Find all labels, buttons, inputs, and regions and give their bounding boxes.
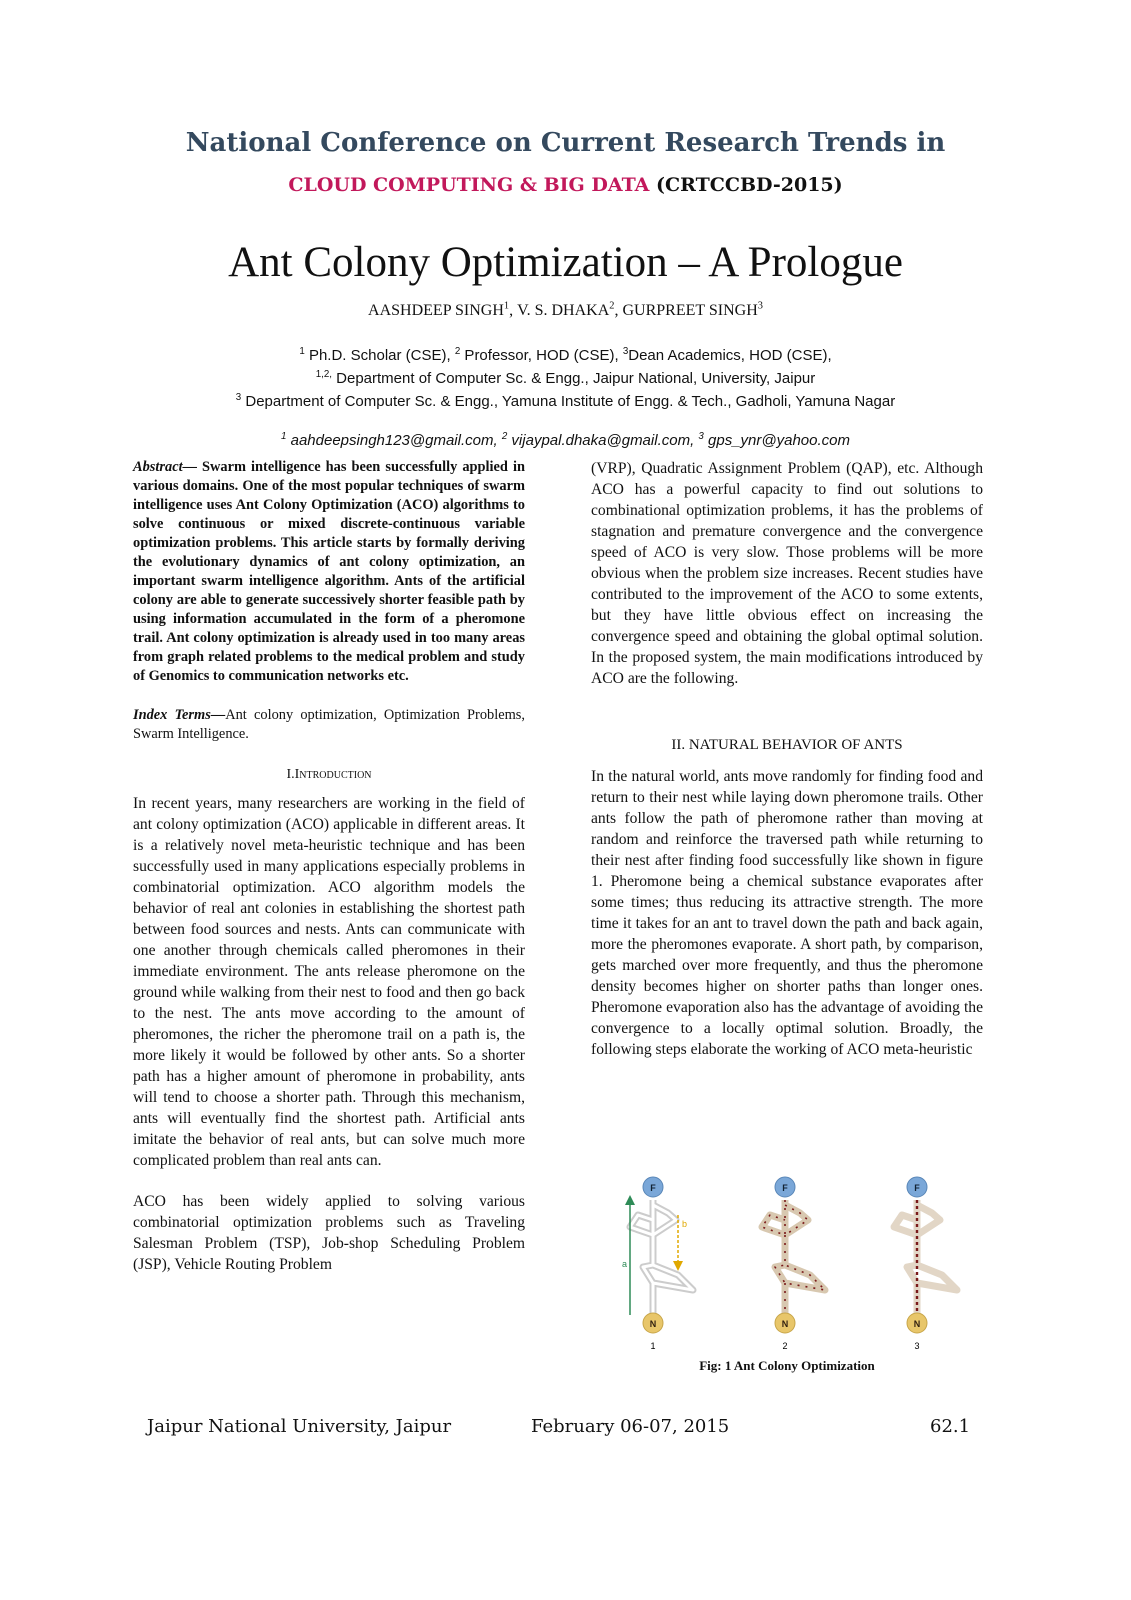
intro-paragraph-2-continued: (VRP), Quadratic Assignment Problem (QAP), etc. Although ACO has a powerful capacity to find out solutions to combinational optimization problems, it has the problems of stagnation and premature convergence and the convergence speed of ACO is very slow. Those problems will be more obvious when the problem size increases. Recent studies have contributed to the improvement of the ACO to some extents, but they have little obvious effect on increasing the convergence speed and obtaining the global optimal solution. In the proposed system, the main modifications introduced by ACO are the following. — [591, 460, 983, 687]
email-link[interactable]: gps_ynr@yahoo.com — [703, 432, 850, 449]
figure-panel-1 — [622, 1177, 693, 1351]
affiliation-sup: 3 — [622, 346, 629, 357]
author-name: AASHDEEP SINGH — [368, 302, 504, 319]
affiliation-line — [0, 347, 1131, 364]
arrow-down-head — [673, 1261, 683, 1271]
index-terms-text: Ant colony optimization, Optimization Problems, Swarm Intelligence. — [133, 707, 525, 742]
author-sup: 3 — [757, 300, 763, 312]
figure-panel-3 — [894, 1177, 957, 1351]
email-sup: 1 — [281, 431, 287, 442]
abstract — [133, 458, 525, 686]
nest-node-label: N — [781, 1319, 789, 1329]
affiliation-text: Professor, HOD (CSE), — [460, 347, 623, 364]
abstract-label: Abstract— — [133, 459, 197, 475]
conference-title: National Conference on Current Research Trends in — [185, 128, 946, 158]
section-number: I. — [286, 767, 295, 782]
author-name: V. S. DHAKA — [517, 302, 610, 319]
footer-university: Jaipur National University, Jaipur — [147, 1416, 452, 1437]
food-node-label: F — [650, 1183, 656, 1193]
affiliation-line — [0, 370, 1131, 387]
affiliation-sup: 3 — [235, 392, 242, 403]
email-link[interactable]: aahdeepsingh123@gmail.com, — [286, 432, 502, 449]
path-outline — [907, 1235, 957, 1315]
author-sup: 1 — [503, 300, 510, 312]
affiliation-line — [0, 393, 1131, 410]
path-outline — [775, 1235, 825, 1315]
nest-node-label: N — [913, 1319, 921, 1329]
arrow-up-head — [625, 1195, 635, 1205]
path-outline — [894, 1200, 940, 1235]
conference-acronym: (CRTCCBD-2015) — [656, 174, 843, 196]
paper-title: Ant Colony Optimization – A Prologue — [228, 239, 903, 286]
affiliation-text: Ph.D. Scholar (CSE), — [304, 347, 455, 364]
panel-label-3: 3 — [914, 1341, 920, 1351]
footer-page-number: 62.1 — [930, 1416, 971, 1437]
panel-label-2: 2 — [782, 1341, 788, 1351]
panel-label-1: 1 — [650, 1341, 656, 1351]
natural-behavior-paragraph: In the natural world, ants move randomly for finding food and return to their nest while laying down pheromone trails. Other ants follow the path of pheromone rather than moving at random and reinforce the traversed path while returning to their nest after finding food successfully like shown in figure 1. Pheromone being a chemical substance evaporates after some times; thus reducing its attractive strength. The more time it takes for an ant to travel down the path and back again, more the pheromones evaporate. A short path, by comparison, gets marched over more frequently, and thus the pheromone density becomes higher on shorter paths than longer ones. Pheromone evaporation also has the advantage of avoiding the convergence to a locally optimal solution. Broadly, the following steps elaborate the working of ACO meta-heuristic — [591, 768, 983, 1058]
intro-paragraph-2: ACO has been widely applied to solving various combinatorial optimization problems such as Traveling Salesman Problem (TSP), Job-shop Scheduling Problem (JSP), Vehicle Routing Problem — [133, 1193, 525, 1273]
path-outline — [643, 1235, 693, 1315]
intro-paragraph-1: In recent years, many researchers are working in the field of ant colony optimization (ACO) applicable in different areas. It is a relatively novel meta-heuristic technique and has been successfully used in many applications especially problems in combinatorial optimization. ACO algorithm models the behavior of real ant colonies in establishing the shortest path between food sources and nests. Ants can communicate with one another through chemicals called pheromones in their immediate environment. The ants release pheromone on the ground while walking from their nest to food and then go back to the nest. The ants move according to the amount of pheromones, the richer the pheromone trail on a path is, the more likely it would be followed by other ants. So a shorter path has a higher amount of pheromone in probability, ants will tend to choose a shorter path. Through this mechanism, ants will eventually find the shortest path. Artificial ants imitate the behavior of real ants, but can solve much more complicated problem than real ants can. — [133, 795, 525, 1169]
index-terms — [133, 706, 525, 744]
arrow-label-a: a — [622, 1259, 628, 1269]
conference-subtitle — [0, 174, 1131, 196]
figure-panel-2 — [762, 1177, 825, 1351]
food-node-label: F — [782, 1183, 788, 1193]
section-heading-introduction — [133, 764, 525, 785]
email-sup: 2 — [501, 431, 508, 442]
section-heading-natural-behavior: II. NATURAL BEHAVIOR OF ANTS — [671, 737, 903, 753]
arrow-label-b: b — [682, 1219, 688, 1229]
author-list: AASHDEEP SINGH$^1$, V. S. DHAKA$^2$, GURPREET SINGH$^3$ — [368, 300, 763, 319]
affiliation-text: Dean Academics, HOD (CSE), — [628, 347, 832, 364]
section-title: Introduction — [294, 767, 372, 782]
abstract-text: Swarm intelligence has been successfully applied in various domains. One of the most popular techniques of swarm intelligence uses Ant Colony Optimization (ACO) algorithms to solve continuous or mixed discrete-continuous variable optimization problems. This article starts by formally deriving the evolutionary dynamics of ant colony optimization, an important swarm intelligence algorithm. Ants of the artificial colony are able to generate successively shorter feasible path by using information accumulated in the form of a pheromone trail. Ant colony optimization is already used in too many areas from graph related problems to the medical problem and study of Genomics to communication networks etc. — [133, 459, 525, 684]
right-column — [591, 458, 983, 1060]
nest-node-label: N — [649, 1319, 657, 1329]
affiliation-text: Department of Computer Sc. & Engg., Jaipur National, University, Jaipur — [331, 370, 816, 387]
author-sup: 2 — [609, 300, 615, 312]
ant-colony-figure — [618, 1175, 998, 1355]
email-sup: 3 — [698, 431, 704, 442]
index-terms-label: Index Terms— — [133, 707, 226, 723]
footer-date: February 06-07, 2015 — [531, 1416, 730, 1437]
author-name: GURPREET SINGH — [622, 302, 758, 319]
affiliation-text: Department of Computer Sc. & Engg., Yamuna Institute of Engg. & Tech., Gadholi, Yamuna Nagar — [241, 393, 896, 410]
figure-caption: Fig: 1 Ant Colony Optimization — [699, 1358, 875, 1373]
conference-topic: CLOUD COMPUTING & BIG DATA — [288, 174, 650, 196]
affiliation-sup: 1 — [299, 346, 305, 357]
left-column — [133, 458, 525, 1275]
affiliation-sup: 1,2, — [315, 369, 332, 380]
author-emails — [0, 432, 1131, 449]
email-link[interactable]: vijaypal.dhaka@gmail.com, — [507, 432, 699, 449]
affiliation-sup: 2 — [454, 346, 461, 357]
food-node-label: F — [914, 1183, 920, 1193]
